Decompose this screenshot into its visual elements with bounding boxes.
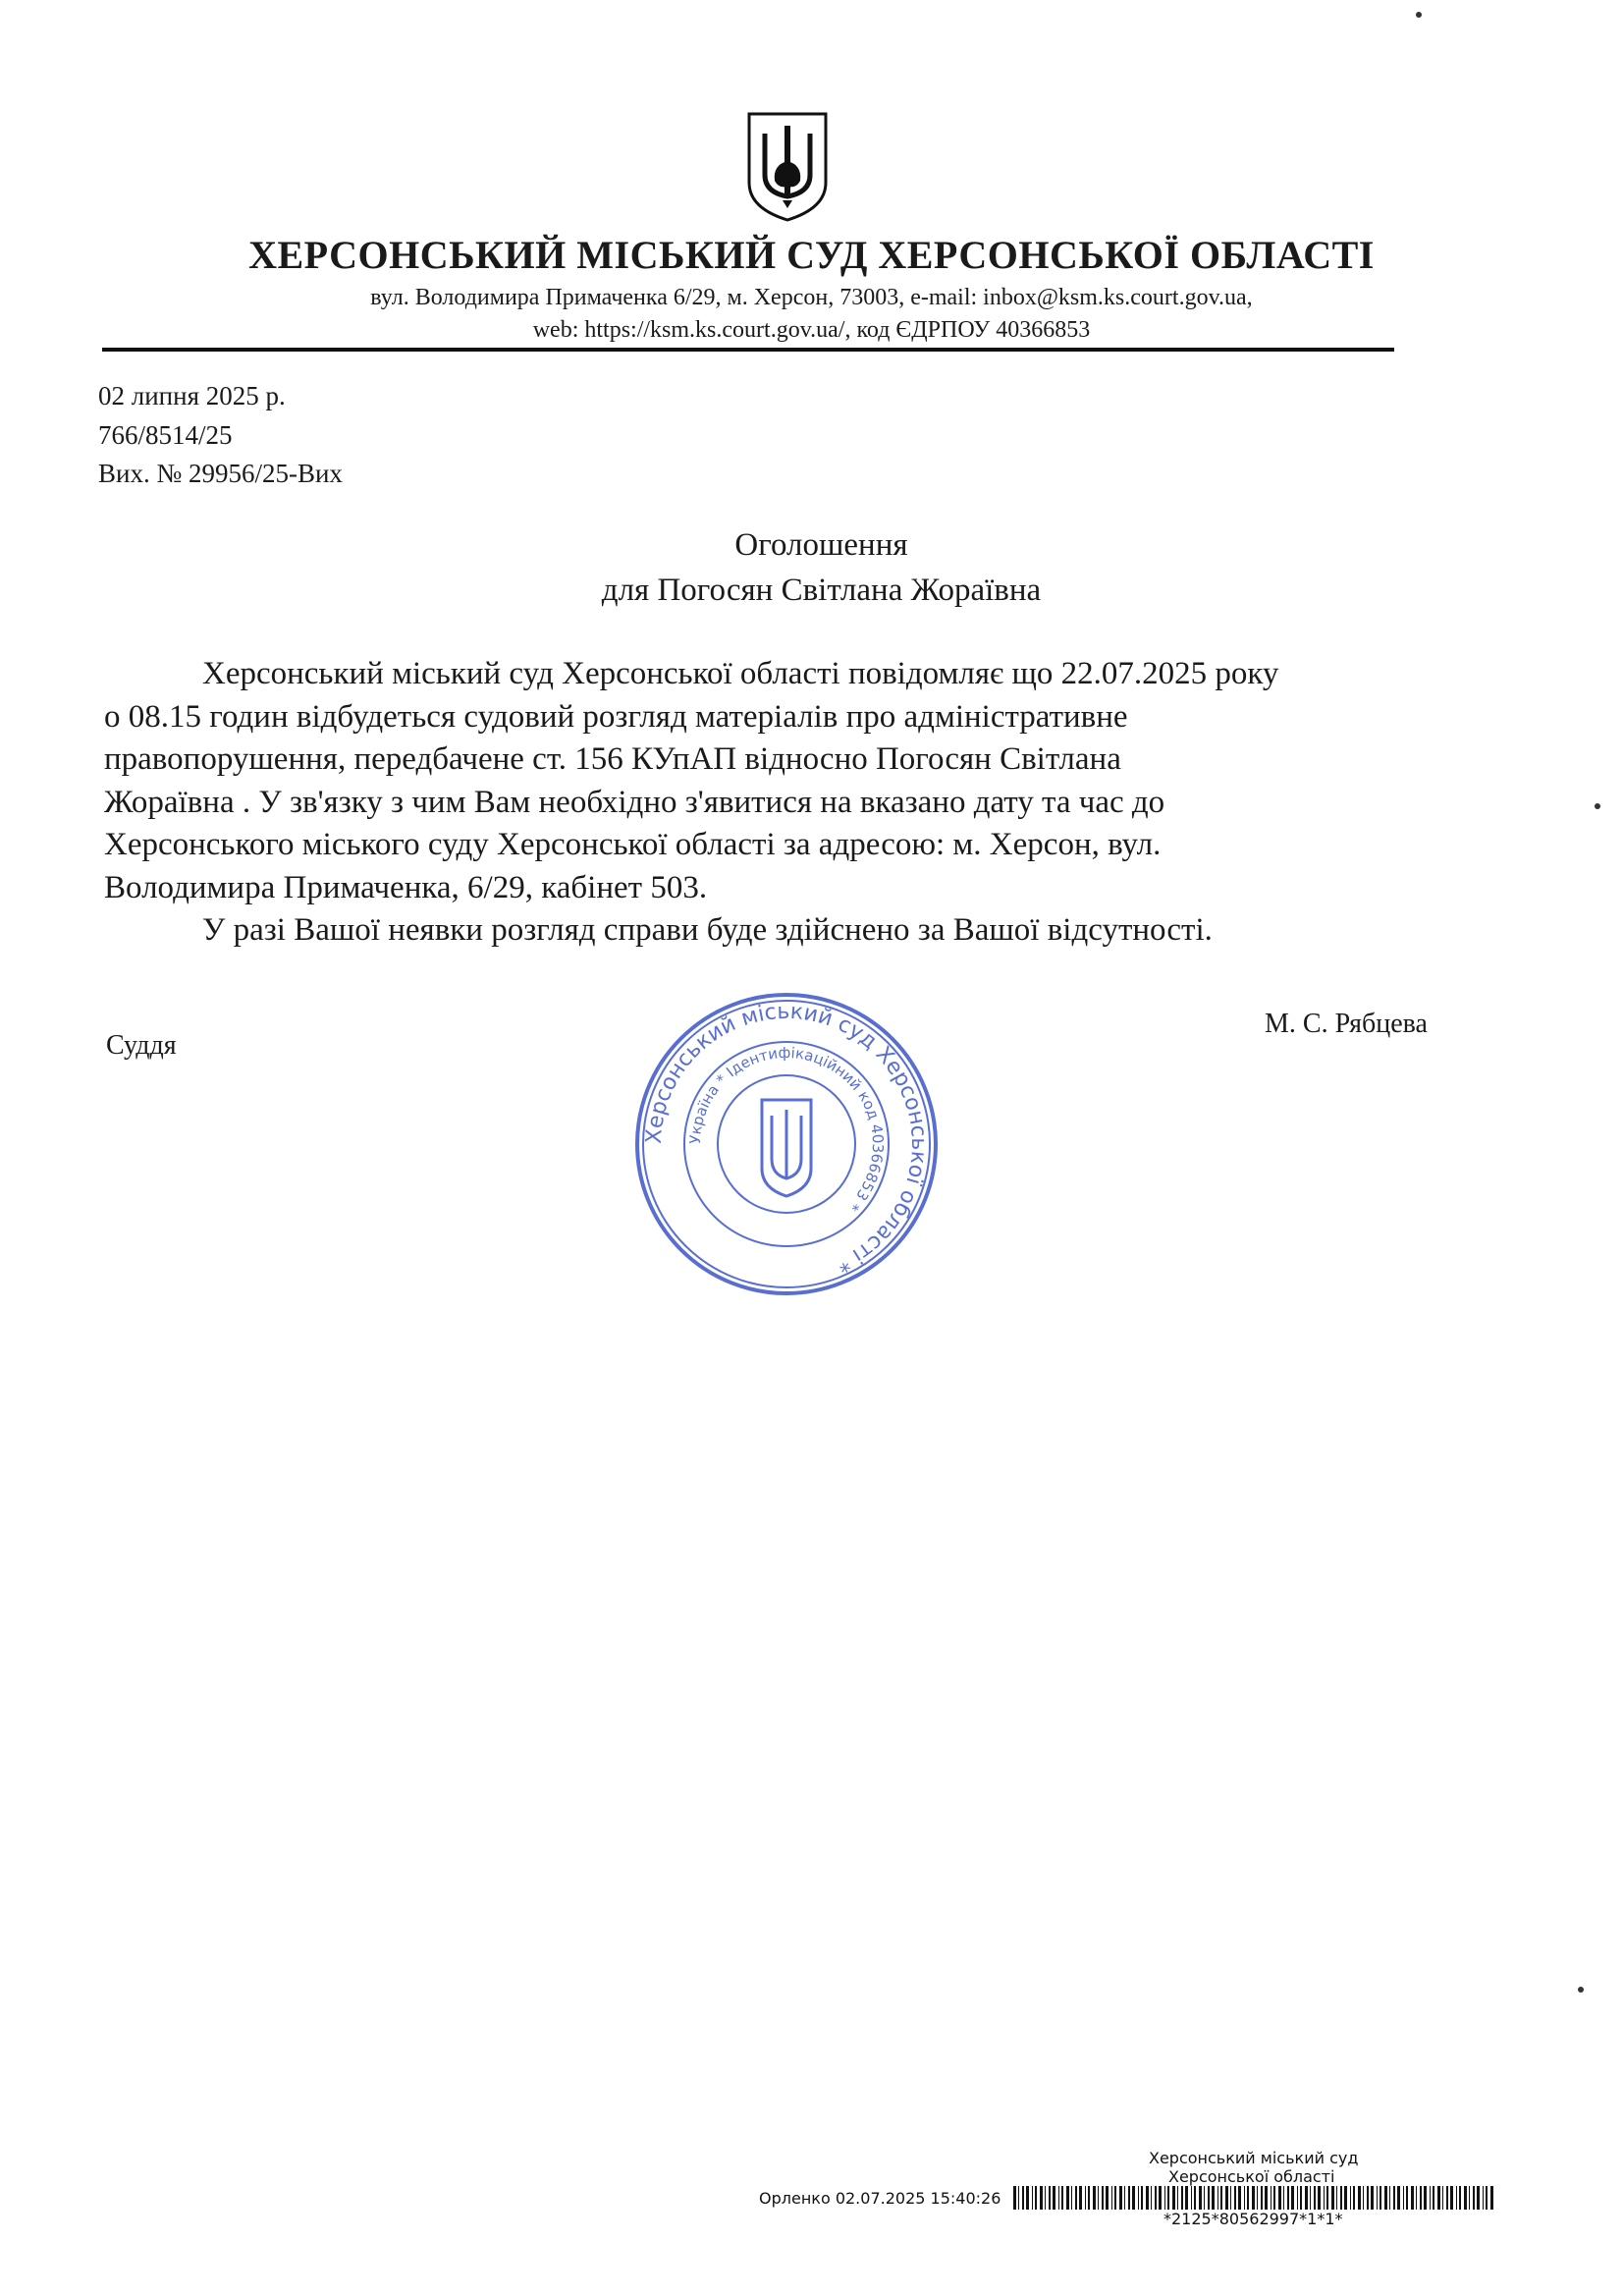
scan-speck — [1578, 1987, 1584, 1993]
scan-speck — [1416, 12, 1422, 18]
notice-line: о 08.15 годин відбудеться судовий розгляд матеріалів про адміністративне — [104, 698, 1128, 735]
notice-line: правопорушення, передбачене ст. 156 КУпАП відносно Погосян Світлана — [104, 741, 1121, 777]
registration-court-line-2: Херсонської області — [1168, 2167, 1335, 2186]
stamp-outer-text: Херсонський міський суд Херсонської області * — [641, 999, 932, 1278]
notice-line: Володимира Примаченка, 6/29, кабінет 503. — [104, 869, 708, 905]
notice-addressee: для Погосян Світлана Жораївна — [601, 573, 1042, 608]
notice-line: У разі Вашої неявки розгляд справи буде здійснено за Вашої відсутності. — [202, 912, 1213, 948]
registration-timestamp: Орленко 02.07.2025 15:40:26 — [759, 2189, 1001, 2208]
notice-line: Жораївна . У зв'язку з чим Вам необхідно з'явитися на вказано дату та час до — [104, 784, 1165, 820]
header-divider — [102, 348, 1394, 352]
stamp-inner-text: Україна * Ідентифікаційний код 40366853 * — [685, 1043, 888, 1215]
court-seal-stamp — [624, 982, 948, 1306]
court-address-line-1: вул. Володимира Примаченка 6/29, м. Херсон, 73003, e-mail: inbox@ksm.ks.court.gov.ua, — [370, 285, 1253, 310]
notice-title: Оголошення — [734, 527, 908, 563]
judge-name: М. С. Рябцева — [1265, 1009, 1428, 1039]
barcode-image — [1013, 2186, 1496, 2210]
document-date: 02 липня 2025 р. — [98, 381, 286, 410]
notice-line: Херсонського міського суду Херсонської області за адресою: м. Херсон, вул. — [104, 827, 1162, 862]
notice-line: Херсонський міський суд Херсонської області повідомляє що 22.07.2025 року — [202, 656, 1279, 691]
coat-of-arms-icon — [743, 110, 832, 224]
notice-body — [104, 653, 1410, 953]
court-name: ХЕРСОНСЬКИЙ МІСЬКИЙ СУД ХЕРСОНСЬКОЇ ОБЛАСТІ — [248, 233, 1375, 277]
case-number: 766/8514/25 — [98, 420, 233, 450]
outgoing-number: Вих. № 29956/25-Вих — [98, 459, 343, 488]
registration-court-line-1: Херсонський міський суд — [1149, 2149, 1359, 2167]
court-address-line-2: web: https://ksm.ks.court.gov.ua/, код ЄДРПОУ 40366853 — [532, 317, 1091, 343]
scan-speck — [1595, 803, 1600, 809]
signature-role: Суддя — [106, 1030, 177, 1061]
barcode-code: *2125*80562997*1*1* — [1163, 2210, 1343, 2228]
